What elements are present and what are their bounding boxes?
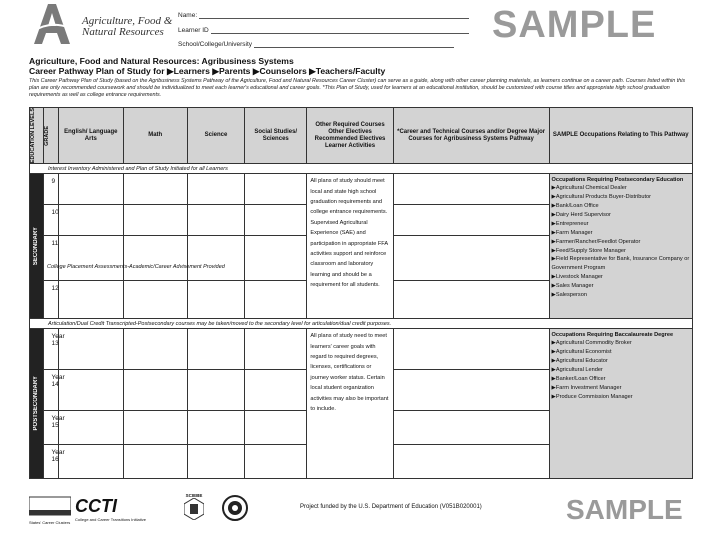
occupation-item — [552, 348, 690, 357]
occupation-item — [552, 229, 690, 238]
cell-math-15[interactable] — [123, 411, 187, 445]
occupation-label: Agricultural Educator — [555, 358, 608, 365]
seal-logo — [220, 494, 250, 522]
year-13: Year 13 — [43, 329, 59, 370]
year-16: Year 16 — [43, 445, 59, 479]
school-field[interactable]: School/College/University — [178, 41, 454, 48]
arrow-icon: ▶ — [551, 349, 556, 356]
arrow-icon: ▶ — [551, 393, 556, 400]
header-math: Math — [123, 108, 187, 164]
states-career-clusters-logo: States' Career Clusters — [29, 495, 71, 525]
cell-career-16[interactable] — [393, 445, 549, 479]
header-occupations: SAMPLE Occupations Relating to This Pathway — [549, 108, 692, 164]
occupation-label: Farm Manager — [555, 229, 593, 236]
cell-social-16[interactable] — [245, 445, 307, 479]
arrow-icon: ▶ — [167, 66, 174, 76]
occupation-label: Produce Commission Manager — [555, 393, 633, 400]
page-title: Agriculture, Food and Natural Resources: Agribusiness Systems — [29, 56, 294, 66]
cell-social-13[interactable] — [245, 329, 307, 370]
ccti-subtitle: College and Career Transitions Initiative — [75, 517, 146, 522]
cell-science-16[interactable] — [187, 445, 244, 479]
cell-science-15[interactable] — [187, 411, 244, 445]
cell-science-14[interactable] — [187, 370, 244, 411]
arrow-icon: ▶ — [551, 274, 556, 281]
occupation-label: Agricultural Products Buyer-Distributor — [555, 194, 651, 201]
cluster-logo-text: Agriculture, Food & Natural Resources — [82, 15, 173, 38]
occupation-item — [552, 366, 690, 375]
grade-10: 10 — [43, 205, 59, 236]
occupation-label: Field Representative for Bank, Insurance Company or Government Program — [551, 256, 690, 272]
occupation-label: Agricultural Commodity Broker — [555, 340, 632, 347]
name-field[interactable]: Name: — [178, 12, 469, 19]
postsecondary-occupations: Occupations Requiring Baccalaureate Degree ▶Agricultural Commodity Broker ▶Agricultural Economist ▶Agricultural Educator ▶Agricultural Lender ▶Banker/Loan Officer ▶Farm Investment Manager ▶Produce Commission Manager — [549, 329, 692, 479]
header-education-levels: EDUCATION LEVELS — [30, 108, 44, 164]
cell-english-10[interactable] — [59, 205, 123, 236]
arrow-icon: ▶ — [551, 256, 556, 263]
cell-english-11[interactable] — [59, 236, 123, 281]
cluster-logo-a — [30, 2, 72, 46]
grade-12: 12 — [43, 281, 59, 319]
arrow-icon: ▶ — [551, 220, 556, 227]
occupation-label: Agricultural Chemical Dealer — [555, 185, 627, 192]
arrow-icon: ▶ — [212, 66, 219, 76]
description-paragraph: This Career Pathway Plan of Study (based on the Agribusiness Systems Pathway of the Agriculture, Food and Natural Resources Career Cluster) can serve as a guide, along with other career planning materials, as learners continue on a career path. Courses listed within this plan are only recommended coursework and should be individualized to meet each learner's educational and career goals. *This Plan of Study, used for learners at an educational institution, should be customized with course titles and appropriate high school graduation requirements as well as college entrance requirements. — [29, 78, 686, 98]
cell-social-15[interactable] — [245, 411, 307, 445]
cell-social-14[interactable] — [245, 370, 307, 411]
arrow-icon: ▶ — [551, 340, 556, 347]
occupation-label: Banker/Loan Officer — [555, 375, 606, 382]
postsecondary-label: POSTSECONDARY — [30, 329, 44, 479]
year-14: Year 14 — [43, 370, 59, 411]
cell-english-12[interactable] — [59, 281, 123, 319]
occupation-item — [552, 202, 690, 211]
grade-11: 11 — [43, 236, 59, 281]
occupation-item — [552, 339, 690, 348]
arrow-icon: ▶ — [252, 66, 260, 76]
cell-english-14[interactable] — [59, 370, 123, 411]
cell-science-12[interactable] — [187, 281, 244, 319]
cell-math-12[interactable] — [123, 281, 187, 319]
occupation-label: Entrepreneur — [555, 220, 589, 227]
learner-id-field[interactable]: Learner ID — [178, 27, 469, 34]
occupation-label: Farmer/Rancher/Feedlot Operator — [555, 238, 641, 245]
occupation-label: Dairy Herd Supervisor — [555, 211, 611, 218]
arrow-icon: ▶ — [551, 229, 556, 236]
occupation-label: Agricultural Lender — [555, 366, 603, 373]
funding-statement: Project funded by the U.S. Department of Education (V051B020001) — [300, 504, 482, 510]
occupation-item — [552, 255, 690, 273]
arrow-icon: ▶ — [551, 283, 556, 290]
arrow-icon: ▶ — [551, 247, 556, 254]
occupation-item — [552, 282, 690, 291]
occupation-label: Sales Manager — [555, 283, 594, 290]
sample-watermark-top: SAMPLE — [492, 4, 657, 46]
year-15: Year 15 — [43, 411, 59, 445]
occupation-item — [552, 211, 690, 220]
cell-social-10[interactable] — [245, 205, 307, 236]
cell-math-11[interactable] — [123, 236, 187, 281]
occupation-label: Feed/Supply Store Manager — [555, 247, 626, 254]
cell-science-10[interactable] — [187, 205, 244, 236]
cell-career-9[interactable] — [393, 174, 549, 205]
arrow-icon: ▶ — [551, 358, 556, 365]
occupation-item — [552, 375, 690, 384]
arrow-icon: ▶ — [551, 375, 556, 382]
arrow-icon: ▶ — [551, 384, 556, 391]
header-english: English/ Language Arts — [59, 108, 123, 164]
occupation-item — [552, 238, 690, 247]
occupation-label: Agricultural Economist — [555, 349, 612, 356]
cell-math-16[interactable] — [123, 445, 187, 479]
occupation-list — [552, 339, 690, 401]
arrow-icon: ▶ — [551, 203, 556, 210]
arrow-icon: ▶ — [309, 66, 316, 76]
occupation-item — [552, 393, 690, 402]
occupation-item — [552, 220, 690, 229]
occupation-item — [552, 273, 690, 282]
header-social-studies: Social Studies/ Sciences — [245, 108, 307, 164]
plan-of-study-table — [29, 107, 693, 479]
arrow-icon: ▶ — [551, 238, 556, 245]
cell-english-15[interactable] — [59, 411, 123, 445]
cell-science-13[interactable] — [187, 329, 244, 370]
header-science: Science — [187, 108, 244, 164]
cell-career-14[interactable] — [393, 370, 549, 411]
occupation-item — [552, 184, 690, 193]
cell-career-10[interactable] — [393, 205, 549, 236]
grade-9: 9 — [43, 174, 59, 205]
occupation-label: Farm Investment Manager — [555, 384, 622, 391]
occupation-item — [552, 247, 690, 256]
cell-english-9[interactable] — [59, 174, 123, 205]
cell-math-9[interactable] — [123, 174, 187, 205]
occupation-item — [552, 291, 690, 300]
cell-math-14[interactable] — [123, 370, 187, 411]
cell-social-11[interactable] — [245, 236, 307, 281]
college-placement-band: College Placement Assessments-Academic/Career Advisement Provided — [47, 264, 225, 270]
header-grade: GRADE — [43, 108, 59, 164]
postsecondary-requirements-note: All plans of study need to meet learners' career goals with regard to required degrees, licenses, certifications or journey worker status. Certain local student organization activities may also be important to include. — [307, 329, 393, 479]
secondary-requirements-note: All plans of study should meet local and state high school graduation requirements and college entrance requirements. Supervised Agricultural Experience (SAE) and participation in appropriate FFA activities support and reinforce classroom and laboratory learning and should be a requirement for all students. — [307, 174, 393, 319]
secondary-label: SECONDARY — [30, 174, 44, 319]
secondary-occupations: Occupations Requiring Postsecondary Education ▶Agricultural Chemical Dealer ▶Agricultural Products Buyer-Distributor ▶Bank/Loan Office ▶Dairy Herd Supervisor ▶Entrepreneur ▶Farm Manager ▶Farmer/Rancher/Feedlot Operator ▶Feed/Supply Store Manager ▶Field Representative for Bank, Insurance Company or Government Program ▶Livestock Manager ▶Sales Manager ▶Salesperson — [549, 174, 692, 319]
header-career-technical: *Career and Technical Courses and/or Degree Major Courses for Agribusiness Systems Pathway — [393, 108, 549, 164]
arrow-icon: ▶ — [551, 185, 556, 192]
occupation-list — [552, 184, 690, 300]
cell-english-13[interactable] — [59, 329, 123, 370]
occupation-item — [552, 357, 690, 366]
occupation-item — [552, 384, 690, 393]
page-subtitle: Career Pathway Plan of Study for ▶Learners ▶Parents ▶Counselors ▶Teachers/Faculty — [29, 66, 386, 76]
cell-social-9[interactable] — [245, 174, 307, 205]
header-other-courses: Other Required Courses Other Electives Recommended Electives Learner Activities — [307, 108, 393, 164]
cell-math-10[interactable] — [123, 205, 187, 236]
sample-watermark-bottom: SAMPLE — [566, 494, 683, 525]
occupation-item — [552, 193, 690, 202]
cell-social-12[interactable] — [245, 281, 307, 319]
cell-career-11[interactable] — [393, 236, 549, 281]
occupation-label: Livestock Manager — [555, 274, 603, 281]
cell-career-15[interactable] — [393, 411, 549, 445]
cell-english-16[interactable] — [59, 445, 123, 479]
occupation-label: Salesperson — [555, 292, 587, 299]
ccti-logo: CCTI — [75, 496, 117, 516]
cell-math-13[interactable] — [123, 329, 187, 370]
cell-science-9[interactable] — [187, 174, 244, 205]
occupation-label: Bank/Loan Office — [555, 203, 599, 210]
cell-science-11[interactable] — [187, 236, 244, 281]
arrow-icon: ▶ — [551, 211, 556, 218]
arrow-icon: ▶ — [551, 366, 556, 373]
interest-inventory-band: Interest Inventory Administered and Plan of Study Initiated for all Learners — [30, 164, 693, 174]
sciebe-logo: SCIEBE — [184, 493, 204, 525]
cell-career-13[interactable] — [393, 329, 549, 370]
arrow-icon: ▶ — [551, 194, 556, 201]
cell-career-12[interactable] — [393, 281, 549, 319]
arrow-icon: ▶ — [551, 292, 556, 299]
articulation-band: Articulation/Dual Credit Transcripted-Postsecondary courses may be taken/moved to the secondary level for articulation/dual credit purposes. — [30, 319, 693, 329]
